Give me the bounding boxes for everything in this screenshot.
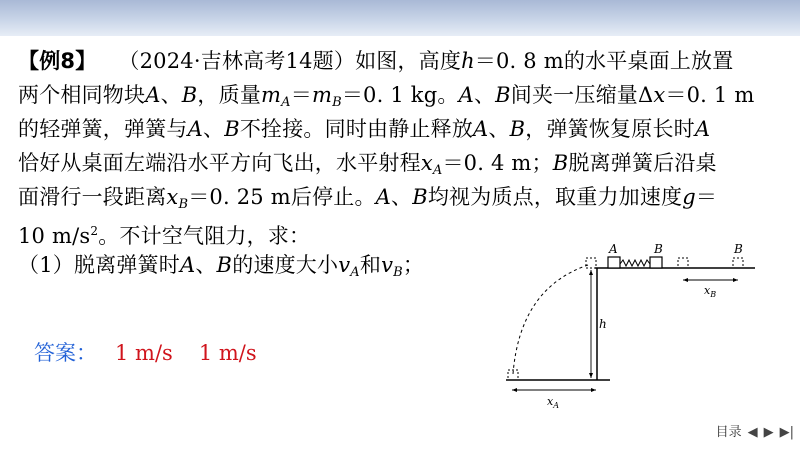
xB-arrow-left-icon (683, 278, 688, 282)
source-note: （2024·吉林高考14题） (118, 49, 356, 73)
block-A (608, 257, 620, 268)
xB-arrow-right-icon (733, 278, 738, 282)
question-1: （1）脱离弹簧时A、B的速度大小$v_A$和$v_B$； (18, 253, 425, 280)
problem-line-3: 的轻弹簧，弹簧与A、B不拴接。同时由静止释放A、B，弹簧恢复原长时A (18, 117, 711, 141)
xA-arrow-left-icon (512, 388, 517, 392)
block-B-release-dashed (678, 258, 688, 268)
label-h: h (599, 317, 607, 331)
trajectory-curve (513, 265, 588, 374)
skip-end-icon[interactable]: ▶| (779, 425, 794, 440)
problem-line-6: 10 $m/s^2$。不计空气阻力，求： (18, 224, 311, 248)
h-arrow-up-icon (589, 270, 593, 275)
answer-vA: 1 m/s (115, 341, 173, 365)
problem-line-1: 【例8】 （2024·吉林高考14题）如图，高度h＝0. 8 m的水平桌面上放置 (18, 49, 734, 73)
answer-label: 答案： (34, 341, 97, 365)
answer-vB: 1 m/s (198, 341, 257, 365)
label-B-right: B (734, 242, 743, 256)
answer-line (34, 338, 257, 368)
problem-line-5: 面滑行一段距离$x_B=0$. 25 m后停止。A、B均视为质点，取重力加速度g＝ (18, 185, 718, 212)
block-A-launch-dashed (586, 258, 596, 268)
triangle-left-icon[interactable]: ◀ (747, 425, 758, 440)
label-xA: $x_A$ (547, 395, 559, 410)
physics-diagram (500, 238, 780, 418)
xA-arrow-right-icon (591, 388, 596, 392)
block-B-stop-dashed (733, 258, 743, 268)
triangle-right-icon[interactable]: ▶ (763, 425, 774, 440)
spring (620, 260, 650, 266)
label-B-spring: B (654, 242, 663, 256)
catalog-button[interactable]: 目录 (715, 425, 742, 440)
label-A: A (609, 242, 618, 256)
block-B (650, 257, 662, 268)
problem-line-4: 恰好从桌面左端沿水平方向飞出，水平射程$x_A=0$. 4 m；B脱离弹簧后沿桌 (18, 151, 717, 178)
title-band (0, 0, 800, 36)
h-arrow-down-icon (589, 373, 593, 378)
label-xB: $x_B$ (704, 284, 717, 299)
problem-line-2: 两个相同物块A、B，质量$m_A=m_B=0$. 1 kg。A、B间夹一压缩量Δx＝0. 1 m (18, 83, 755, 110)
slide-navigation (716, 422, 794, 444)
example-tag: 【例8】 (18, 49, 97, 73)
